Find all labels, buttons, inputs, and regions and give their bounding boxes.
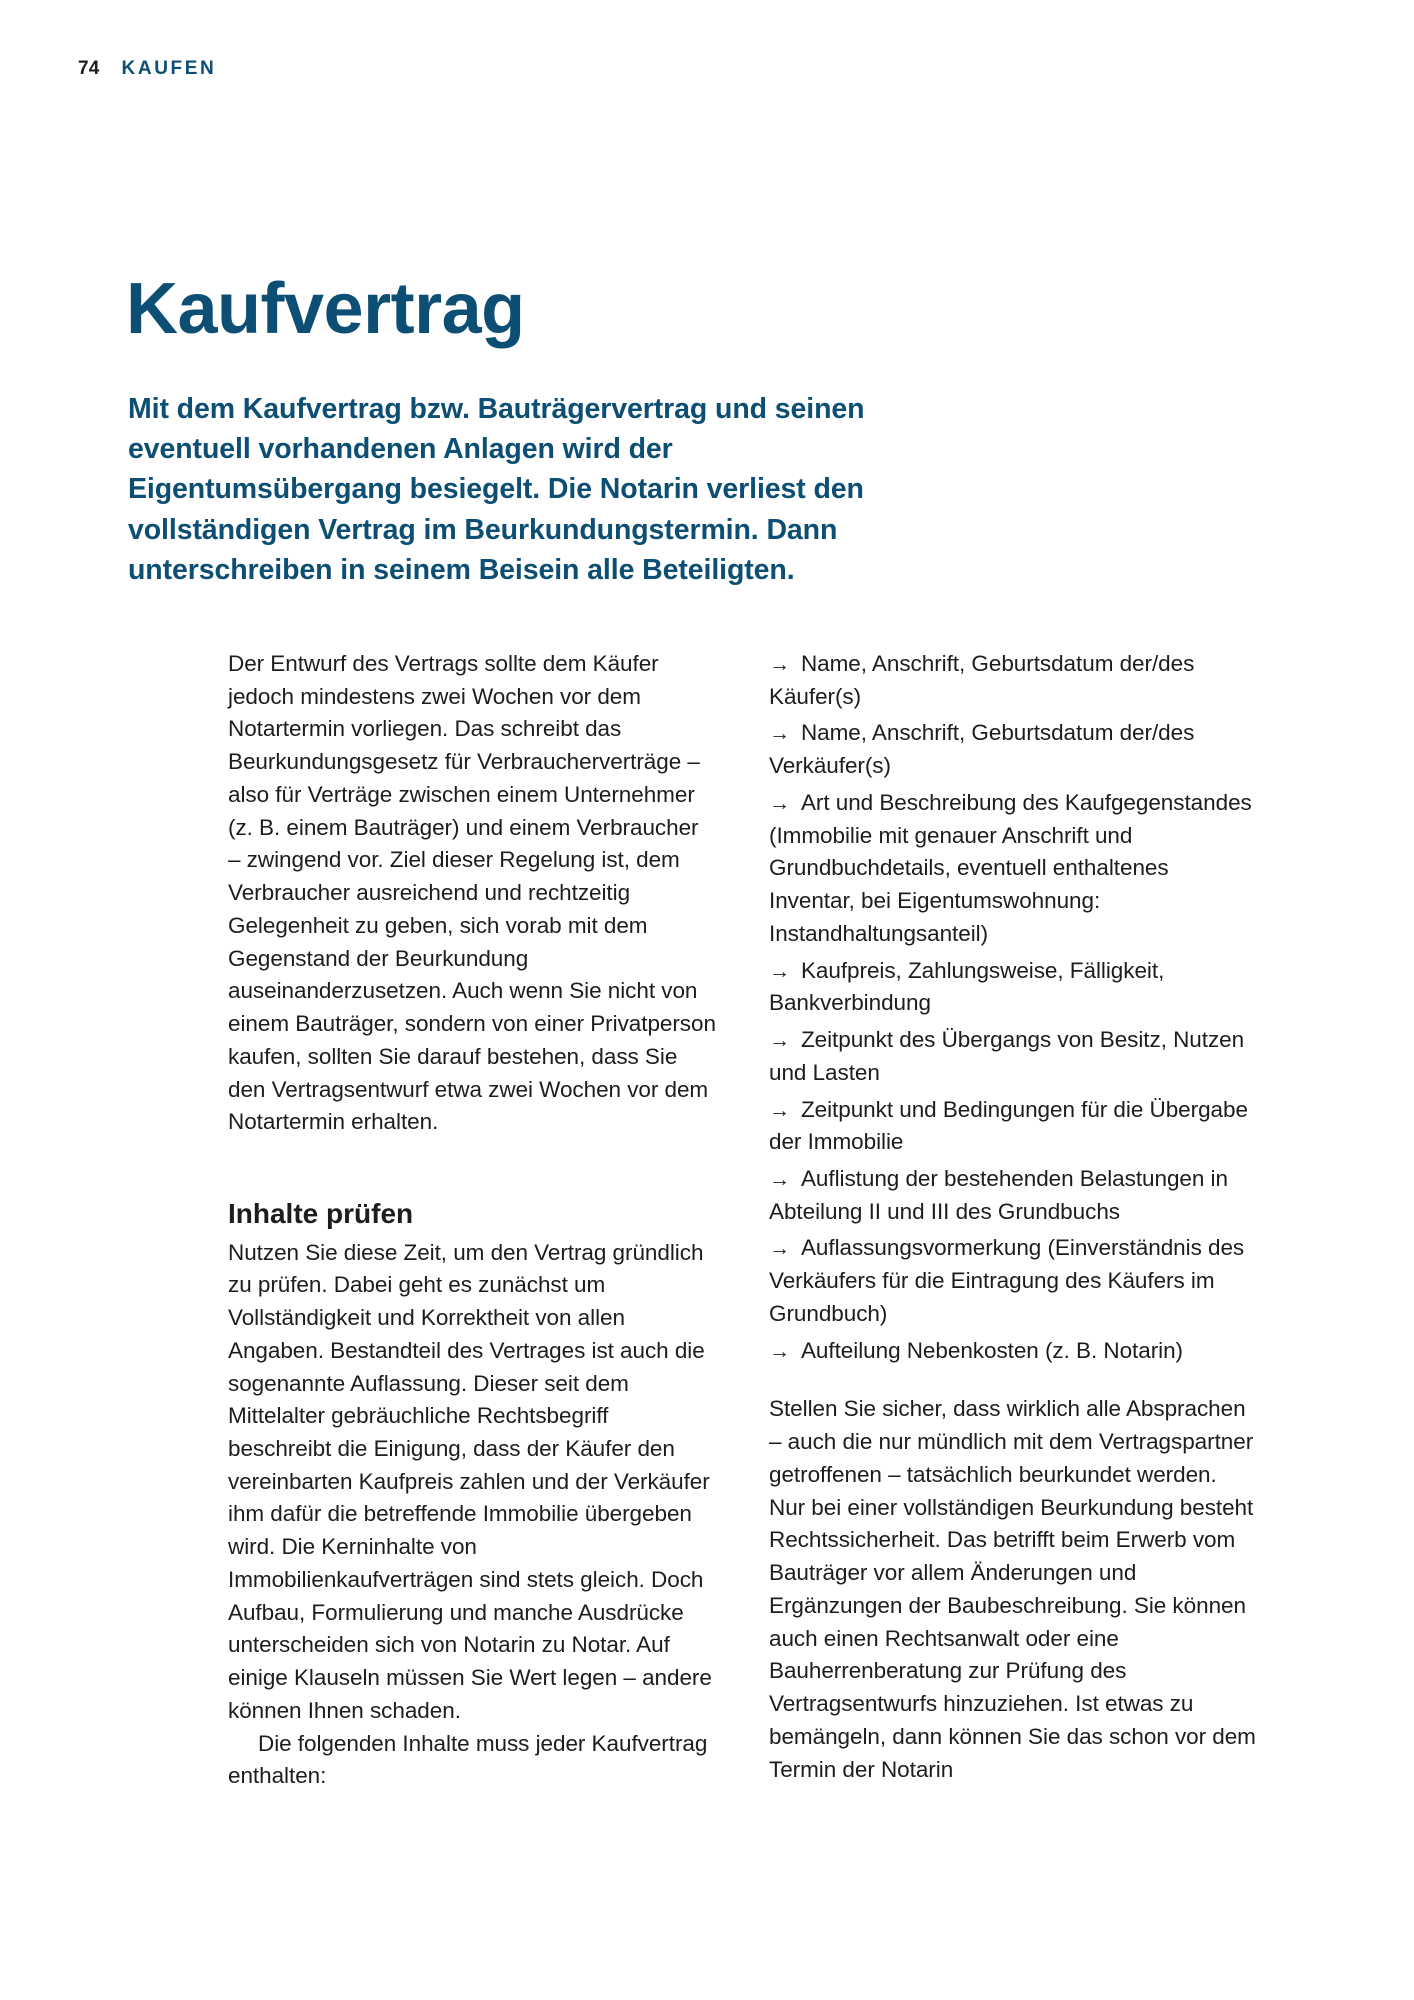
list-item-label: Art und Beschreibung des Kaufgegenstandes (Immobilie mit genauer Anschrift und Grundbuchdetails, eventuell enthaltenes Inventar, bei Eigentumswohnung: Instandhaltungsanteil) — [769, 789, 1252, 946]
list-item — [769, 717, 1258, 782]
list-item-label: Zeitpunkt des Übergangs von Besitz, Nutzen und Lasten — [769, 1027, 1245, 1085]
arrow-right-icon: → — [769, 1339, 790, 1363]
list-item — [769, 1163, 1258, 1228]
list-item — [769, 955, 1258, 1020]
list-item — [769, 648, 1258, 713]
chapter-label: KAUFEN — [121, 58, 217, 79]
arrow-right-icon: → — [769, 1237, 790, 1261]
contract-contents-list — [769, 648, 1258, 1367]
arrow-right-icon: → — [769, 1029, 790, 1053]
paragraph-closing: Stellen Sie sicher, dass wirklich alle Absprachen – auch die nur mündlich mit dem Vertragspartner getroffenen – tatsächlich beurkundet werden. Nur bei einer vollständigen Beurkundung besteht Rechtssicherheit. Das betrifft beim Erwerb vom Bauträger vor allem Änderungen und Ergänzungen der Baubeschreibung. Sie können auch einen Rechtsanwalt oder eine Bauherrenberatung zur Prüfung des Vertragsentwurfs hinzuziehen. Ist etwas zu bemängeln, dann können Sie das schon vor dem Termin der Notarin — [769, 1396, 1256, 1782]
list-item — [769, 1024, 1258, 1089]
arrow-right-icon: → — [769, 722, 790, 746]
arrow-right-icon: → — [769, 1168, 790, 1192]
section-heading-inhalte-pruefen: Inhalte prüfen — [228, 1198, 414, 1230]
paragraph-list-intro: Die folgenden Inhalte muss jeder Kaufvertrag enthalten: — [228, 1730, 708, 1789]
arrow-right-icon: → — [769, 791, 790, 815]
list-item-label: Name, Anschrift, Geburtsdatum der/des Verkäufer(s) — [769, 720, 1195, 779]
arrow-right-icon: → — [769, 653, 790, 676]
list-item-label: Auflistung der bestehenden Belastungen in Abteilung II und III des Grundbuchs — [769, 1166, 1228, 1224]
page-title: Kaufvertrag — [126, 269, 525, 350]
left-column — [228, 648, 717, 1793]
list-item-label: Zeitpunkt und Bedingungen für die Übergabe der Immobilie — [769, 1096, 1248, 1155]
list-item — [769, 1335, 1258, 1368]
arrow-right-icon: → — [769, 1098, 790, 1122]
list-item-label: Name, Anschrift, Geburtsdatum der/des Käufer(s) — [769, 651, 1195, 709]
page-number: 74 — [78, 58, 100, 79]
list-item — [769, 1232, 1258, 1330]
paragraph-intro: Der Entwurf des Vertrags sollte dem Käufer jedoch mindestens zwei Wochen vor dem Notartermin vorliegen. Das schreibt das Beurkundungsgesetz für Verbraucherverträge – also für Verträge zwischen einem Unternehmer (z. B. einem Bauträger) und einem Verbraucher – zwingend vor. Ziel dieser Regelung ist, dem Verbraucher ausreichend und rechtzeitig Gelegenheit zu geben, sich vorab mit dem Gegenstand der Beurkundung auseinanderzusetzen. Auch wenn Sie nicht von einem Bauträger, sondern von einer Privatperson kaufen, sollten Sie darauf bestehen, dass Sie den Vertragsentwurf etwa zwei Wochen vor dem Notartermin erhalten. — [228, 651, 716, 1135]
right-column — [769, 648, 1258, 1793]
running-head — [78, 58, 216, 80]
paragraph-inhalte-pruefen: Nutzen Sie diese Zeit, um den Vertrag gründlich zu prüfen. Dabei geht es zunächst um Vollständigkeit und Korrektheit von allen Angaben. Bestandteil des Vertrages ist auch die sogenannte Auflassung. Dieser seit dem Mittelalter gebräuchliche Rechtsbegriff beschreibt die Einigung, dass der Käufer den vereinbarten Kaufpreis zahlen und der Verkäufer ihm dafür die betreffende Immobilie übergeben wird. Die Kerninhalte von Immobilienkaufverträgen sind stets gleich. Doch Aufbau, Formulierung und manche Ausdrücke unterscheiden sich von Notarin zu Notar. Auf einige Klauseln müssen Sie Wert legen – andere können Ihnen schaden. — [228, 1239, 712, 1723]
list-item — [769, 1094, 1258, 1159]
lead-paragraph: Mit dem Kaufvertrag bzw. Bauträgervertrag und seinen eventuell vorhandenen Anlagen wird der Eigentumsübergang besiegelt. Die Notarin verliest den vollständigen Vertrag im Beurkundungstermin. Dann unterschreiben in seinem Beisein alle Beteiligten. — [128, 392, 865, 587]
body-columns — [228, 648, 1258, 1793]
arrow-right-icon: → — [769, 959, 790, 983]
list-item-label: Kaufpreis, Zahlungsweise, Fälligkeit, Bankverbindung — [769, 957, 1165, 1016]
list-item — [769, 787, 1258, 951]
list-item-label: Auflassungsvormerkung (Einverständnis des Verkäufers für die Eintragung des Käufers im Grundbuch) — [769, 1235, 1245, 1326]
list-item-label: Aufteilung Nebenkosten (z. B. Notarin) — [800, 1337, 1184, 1363]
